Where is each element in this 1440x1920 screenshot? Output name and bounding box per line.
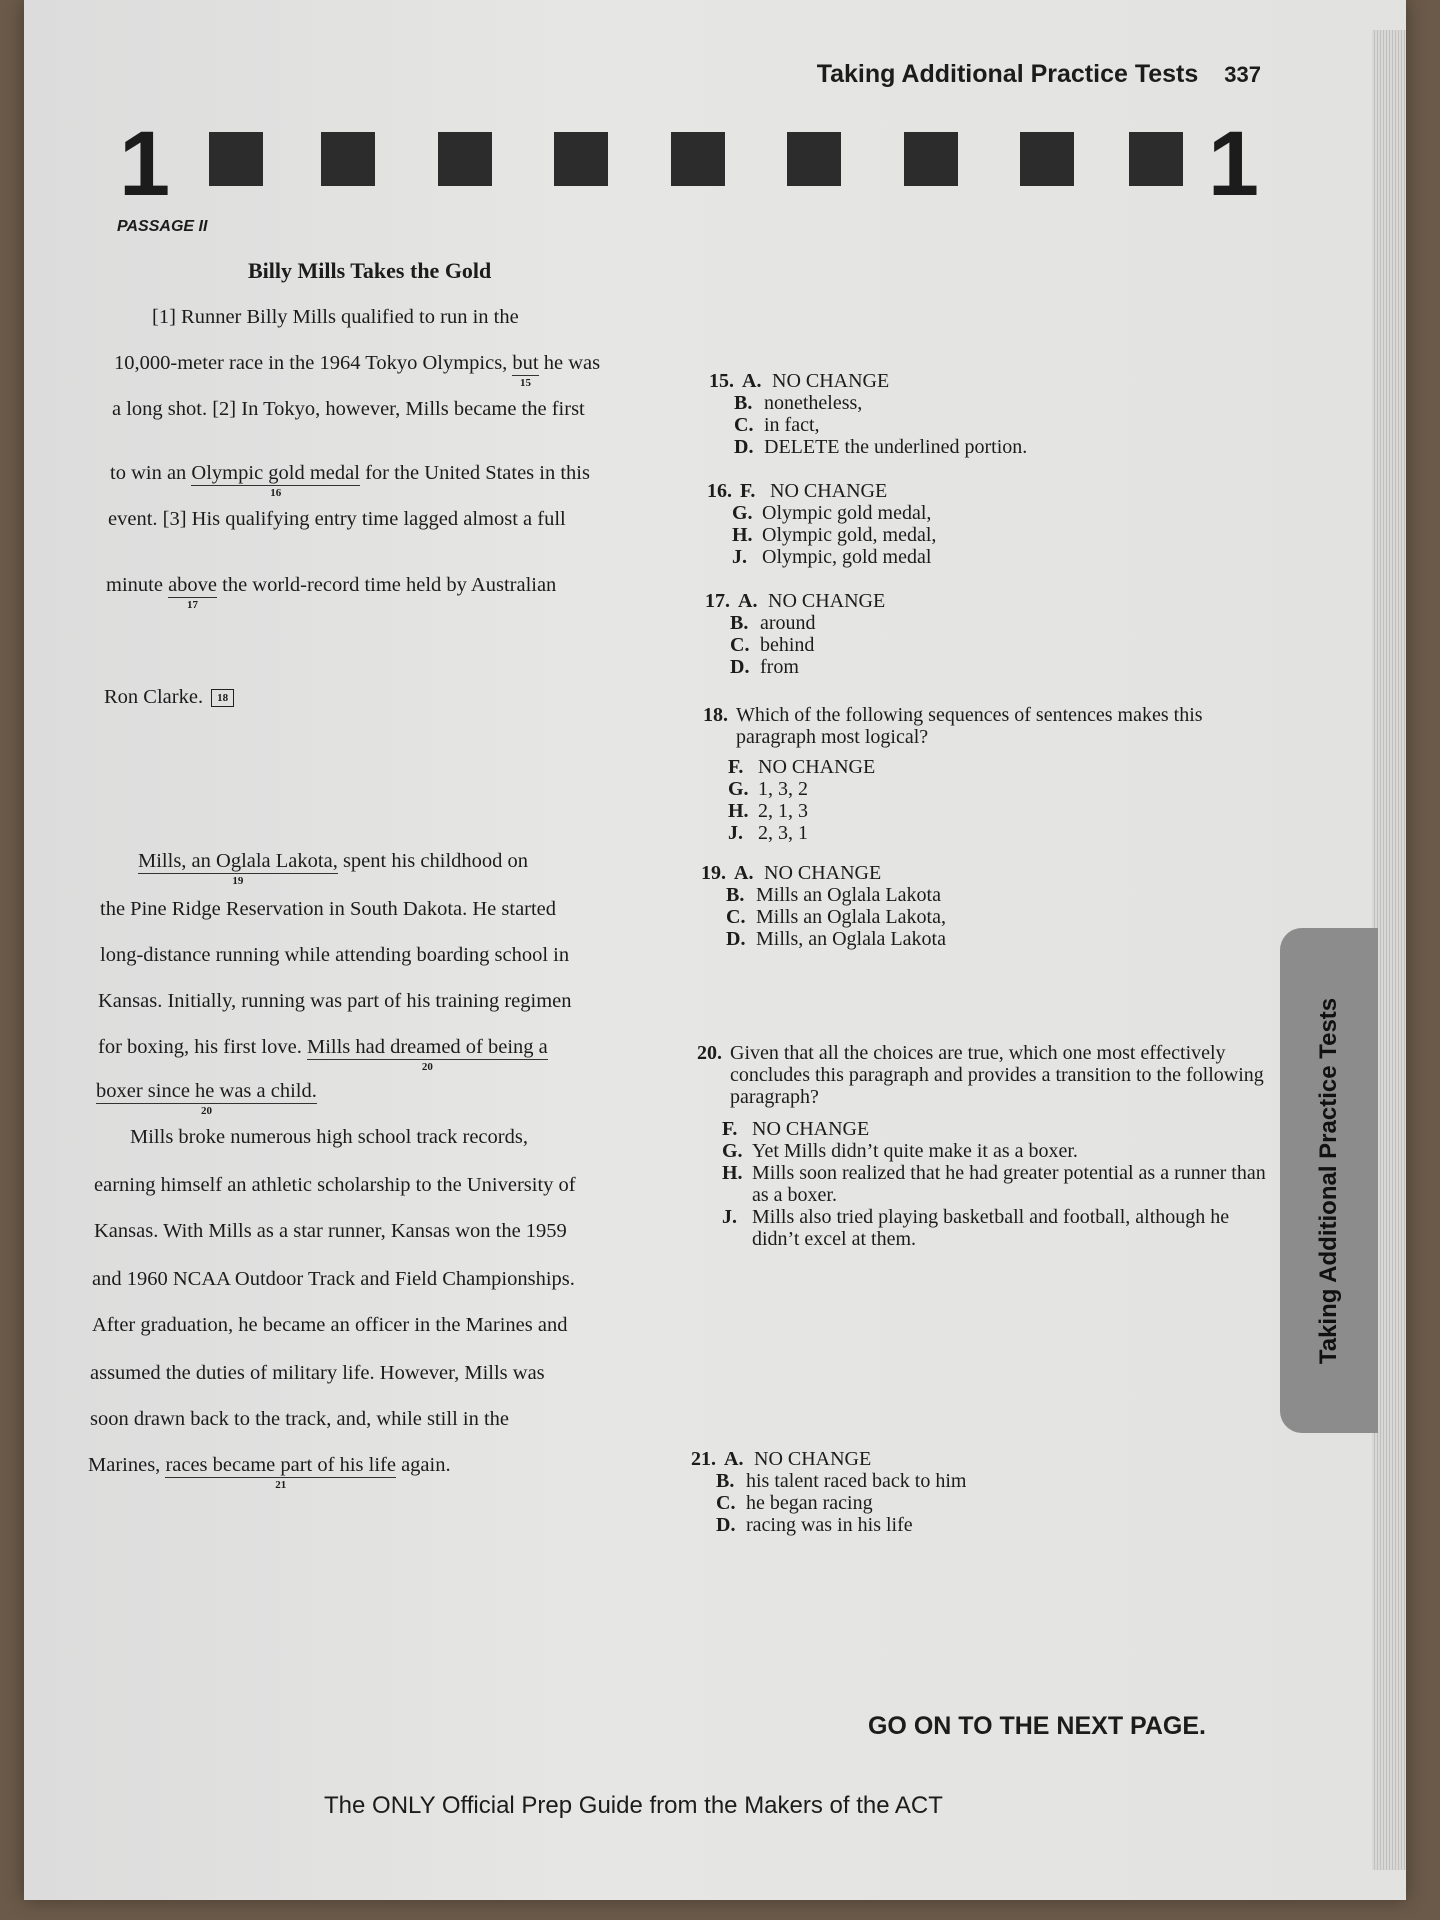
question-marker: 15	[520, 376, 532, 389]
page-number: 337	[1224, 62, 1261, 87]
section-square	[209, 132, 263, 186]
choice-text[interactable]: racing was in his life	[746, 1514, 913, 1536]
passage-text-run: minute	[106, 574, 163, 596]
section-squares	[199, 132, 1184, 190]
passage-line	[96, 1080, 317, 1117]
choice-label: J.	[728, 822, 743, 844]
underlined-portion-20b	[96, 1080, 317, 1117]
passage-line: and 1960 NCAA Outdoor Track and Field Championships.	[92, 1268, 575, 1290]
question-15	[690, 370, 1090, 458]
passage-text-run: again.	[401, 1454, 451, 1476]
choice-text[interactable]: DELETE the underlined portion.	[764, 436, 1028, 458]
underlined-text: above	[168, 574, 218, 596]
passage-text-run: he was	[543, 352, 601, 374]
underlined-text: races became part of his life	[165, 1454, 396, 1476]
passage-line: a long shot. [2] In Tokyo, however, Mills became the first	[112, 398, 585, 420]
section-square	[671, 132, 725, 186]
choice-label: C.	[730, 634, 750, 656]
choice-label: G.	[722, 1140, 743, 1162]
question-20	[678, 1042, 1270, 1250]
passage-line: the Pine Ridge Reservation in South Dakota. He started	[100, 898, 557, 920]
underlined-portion-21	[165, 1454, 396, 1491]
choice-label: B.	[726, 884, 745, 906]
choice-label: J.	[722, 1206, 737, 1228]
choice-label: F.	[740, 480, 756, 502]
choice-text[interactable]: Mills also tried playing basketball and football, although he didn’t excel at them.	[752, 1206, 1230, 1250]
passage-line	[88, 1454, 451, 1491]
passage-line	[104, 686, 234, 709]
choice-text[interactable]: Mills soon realized that he had greater potential as a runner than as a boxer.	[752, 1162, 1266, 1206]
section-square	[787, 132, 841, 186]
passage-line	[114, 352, 601, 389]
question-marker: 19	[232, 874, 244, 887]
choice-text[interactable]: 1, 3, 2	[758, 778, 808, 800]
section-square	[1129, 132, 1183, 186]
question-19	[682, 862, 1082, 950]
go-on-notice: GO ON TO THE NEXT PAGE.	[867, 1712, 1206, 1740]
header-title: Taking Additional Practice Tests	[816, 60, 1199, 88]
question-number: 19.	[701, 862, 726, 884]
choice-text[interactable]: NO CHANGE	[770, 480, 888, 502]
choice-text[interactable]: 2, 1, 3	[758, 800, 808, 822]
choice-text[interactable]: NO CHANGE	[758, 756, 876, 778]
question-number: 21.	[691, 1448, 716, 1470]
passage-line	[138, 850, 529, 887]
choice-label: D.	[716, 1514, 736, 1536]
passage-text-run: the world-record time held by Australian	[222, 574, 557, 596]
choice-label: J.	[732, 546, 747, 568]
question-marker: 16	[270, 486, 282, 499]
passage-text-run: to win an	[110, 462, 187, 484]
question-stem: Which of the following sequences of sentences makes this paragraph most logical?	[736, 704, 1203, 748]
passage-text-run: for boxing, his first love.	[98, 1036, 302, 1058]
section-square	[554, 132, 608, 186]
section-square	[904, 132, 958, 186]
choice-label: F.	[728, 756, 744, 778]
choice-text[interactable]: his talent raced back to him	[746, 1470, 967, 1492]
passage-label: PASSAGE II	[117, 218, 208, 235]
question-number: 17.	[705, 590, 730, 612]
section-number-left: 1	[119, 113, 171, 215]
choice-text[interactable]: NO CHANGE	[768, 590, 886, 612]
passage-line: long-distance running while attending boarding school in	[100, 944, 570, 966]
passage-title: Billy Mills Takes the Gold	[248, 258, 492, 283]
choice-text[interactable]: from	[760, 656, 799, 678]
section-number-right: 1	[1207, 113, 1259, 215]
passage-text-run: Marines,	[88, 1454, 161, 1476]
choice-label: B.	[730, 612, 749, 634]
side-tab	[1280, 928, 1378, 1433]
question-marker: 21	[275, 1478, 287, 1491]
passage-line	[106, 574, 557, 611]
choice-label: A.	[734, 862, 754, 884]
choice-label: H.	[728, 800, 749, 822]
question-number: 18.	[703, 704, 728, 726]
passage-line: Mills broke numerous high school track records,	[130, 1126, 528, 1148]
choice-text[interactable]: Mills an Oglala Lakota	[756, 884, 941, 906]
question-stem: Given that all the choices are true, which one most effectively concludes this paragraph and provides a transition to the following paragraph?	[730, 1042, 1264, 1108]
choice-label: H.	[732, 524, 753, 546]
choice-text[interactable]: NO CHANGE	[752, 1118, 870, 1140]
question-box-18: 18	[211, 689, 234, 707]
choice-label: C.	[734, 414, 754, 436]
question-18	[684, 704, 1274, 844]
choice-label: A.	[724, 1448, 744, 1470]
choice-text[interactable]: Yet Mills didn’t quite make it as a boxer.	[752, 1140, 1078, 1162]
choice-label: D.	[726, 928, 746, 950]
question-number: 16.	[707, 480, 732, 502]
choice-text[interactable]: NO CHANGE	[764, 862, 882, 884]
section-square	[321, 132, 375, 186]
choice-text[interactable]: Mills an Oglala Lakota,	[756, 906, 946, 928]
choice-text[interactable]: nonetheless,	[764, 392, 863, 414]
question-21	[672, 1448, 1092, 1536]
choice-text[interactable]: Olympic gold medal,	[762, 502, 932, 524]
passage-line: Kansas. With Mills as a star runner, Kansas won the 1959	[94, 1220, 567, 1242]
question-number: 20.	[697, 1042, 722, 1064]
underlined-portion-19	[138, 850, 338, 887]
choice-label: D.	[734, 436, 754, 458]
passage-line: soon drawn back to the track, and, while still in the	[90, 1408, 510, 1430]
underlined-portion-20a	[306, 1036, 548, 1073]
book-page	[24, 0, 1406, 1900]
choice-text[interactable]: in fact,	[764, 414, 820, 436]
section-square	[438, 132, 492, 186]
choice-text[interactable]: Olympic gold, medal,	[762, 524, 937, 546]
section-bar	[119, 113, 1259, 228]
choice-label: G.	[732, 502, 753, 524]
choice-text[interactable]: around	[760, 612, 816, 634]
passage-line	[110, 462, 590, 499]
passage-line: Kansas. Initially, running was part of his training regimen	[98, 990, 572, 1012]
footer-text: The ONLY Official Prep Guide from the Makers of the ACT	[324, 1792, 943, 1819]
choice-label: B.	[716, 1470, 735, 1492]
underlined-portion-17	[168, 574, 218, 611]
question-marker: 20	[200, 1104, 212, 1117]
passage-line: event. [3] His qualifying entry time lagged almost a full	[108, 508, 566, 530]
passage-line: After graduation, he became an officer in the Marines and	[92, 1314, 568, 1336]
choice-text[interactable]: he began racing	[746, 1492, 873, 1514]
choice-label: C.	[716, 1492, 736, 1514]
underlined-text: Mills had dreamed of being a	[306, 1036, 548, 1058]
choice-text[interactable]: 2, 3, 1	[758, 822, 808, 844]
running-header	[817, 60, 1261, 89]
choice-label: B.	[734, 392, 753, 414]
question-16	[688, 480, 1088, 568]
passage-line	[98, 1036, 548, 1073]
question-marker: 17	[187, 598, 199, 611]
underlined-portion-16	[191, 462, 360, 499]
choice-label: D.	[730, 656, 750, 678]
passage-text-run: for the United States in this	[365, 462, 590, 484]
passage-text-run: Ron Clarke.	[104, 686, 204, 708]
choice-text[interactable]: behind	[760, 634, 815, 656]
choice-text[interactable]: NO CHANGE	[772, 370, 890, 392]
passage-text-run: 10,000-meter race in the 1964 Tokyo Olympics,	[114, 352, 508, 374]
choice-text[interactable]: NO CHANGE	[754, 1448, 872, 1470]
passage-line: earning himself an athletic scholarship to the University of	[94, 1174, 576, 1196]
underlined-text: Olympic gold medal	[191, 462, 360, 484]
choice-label: F.	[722, 1118, 738, 1140]
underlined-text: boxer since he was a child.	[96, 1080, 317, 1102]
question-17	[686, 590, 1086, 678]
choice-label: G.	[728, 778, 749, 800]
question-marker: 20	[421, 1060, 433, 1073]
passage-line: assumed the duties of military life. However, Mills was	[90, 1362, 545, 1384]
choice-text[interactable]: Mills, an Oglala Lakota	[756, 928, 946, 950]
side-tab-label: Taking Additional Practice Tests	[1315, 997, 1342, 1364]
choice-label: C.	[726, 906, 746, 928]
underlined-text: but	[512, 352, 539, 374]
passage-text-run: spent his childhood on	[342, 850, 529, 872]
choice-label: A.	[738, 590, 758, 612]
section-square	[1020, 132, 1074, 186]
question-number: 15.	[709, 370, 734, 392]
choice-label: H.	[722, 1162, 743, 1184]
choice-text[interactable]: Olympic, gold medal	[762, 546, 932, 568]
choice-label: A.	[742, 370, 762, 392]
underlined-portion-15	[512, 352, 539, 389]
underlined-text: Mills, an Oglala Lakota,	[138, 850, 338, 872]
passage-line: [1] Runner Billy Mills qualified to run in the	[152, 306, 519, 328]
